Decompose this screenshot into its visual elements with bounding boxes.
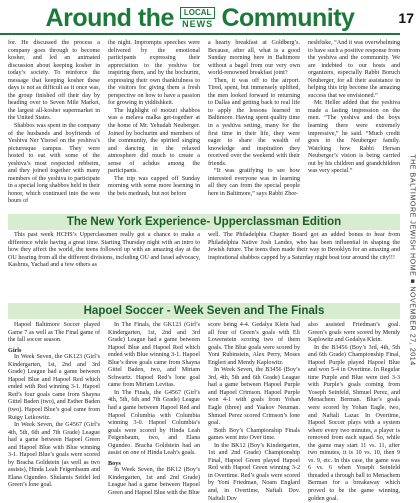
hapoel-soccer-article (8, 322, 400, 502)
article-column-4 (308, 322, 400, 502)
paragraph: Then, it was off to the airport. Tired, spent, but immensely uplifted, the men looked forward to returning to Dallas and getting back to real life to apply the lessons learned in Baltimore. Having spent quality time in a yeshiva setting, many for the first time in their life, they were eager to share the wealth of knowledge and inspiration they received over the weekend with their friends. (208, 77, 300, 167)
paragraph: “It was gratifying to see how interested everyone was in learning all they can from the special people here in Baltimore,” says Rabbi Zhor- (208, 168, 300, 197)
paragraph: Both Boy’s Championship Finals games went into Over time. (208, 427, 300, 442)
paragraph: neshfiske, “And it was overwhelming to have such a positive response from the yeshiva and the community. We are indebted to our hosts and organizers, especially Rabbi Boruch Neuberger, for all their assistance in helping this trip become the amazing success that we envisioned.” (308, 40, 400, 99)
paragraph: also assisted Friedman’s goal. Green’s goals were scored by Mendy Kaplowitz and Gedalya Klein. (308, 322, 400, 344)
headline: Hapoel Soccer - Week Seven and The Finals (83, 305, 325, 317)
paragraph: This past week HCHS’s Upperclassmen really got a chance to make a difference while having a great time. Starting Thursday night with an intro to how they affect the world, the teens followed up with an amazing day at the OU hearing from all the different divisions, including OU and Israel advocacy, Kashrus, Yachad and a few others as (8, 232, 200, 269)
article-column-1 (8, 322, 100, 489)
publication-info: THE BALTIMORE JEWISH HOME ■ NOVEMBER 27, 2014 (408, 154, 416, 366)
header-rule (0, 33, 400, 35)
headline-band-hapoel-soccer (8, 303, 400, 319)
paragraph: Mr. Heller added that the yeshiva made a lasting impression on the men. “The yeshiva and the boys learning there were extremely impressive,” he said. “Much credit goes to the Neuberger family. Watching how Rabbi Hersan Neuberger’s vision is being carried out by his children and grandchildren was very special.” (308, 100, 400, 175)
ny-experience-article (8, 232, 400, 300)
local-chip: LOCAL (180, 7, 216, 19)
paragraph: In the BK12 (Boy’s Kindergarten, 1st and 2nd Grade) Championship Final, Hapoel Green played Hapoel Red with Hapoel Green winning 3-2 in Overtime. Red’s goals were scored by Yoni Friedman, Noam Englard and, in Overtime, Naftali Dov. Naftali Dov (208, 442, 300, 502)
article-column-1 (8, 40, 100, 212)
local-news-logo (180, 7, 216, 29)
paragraph: In The Finals, the GK123 (Girl’s Kindergarten, 1st, 2nd and 3rd Grade) League had a game between Hapoel Blue and Hapoel Red which ended with Blue winning 3-1. Hapoel Blue’s three goals came from Shayna Gittel Baden, two, and Miriam Schwartz. Hapoel Red’s lone goal came from Miriam Levitas. (108, 322, 200, 389)
page-number: 17 (398, 10, 414, 26)
article-column-2 (108, 40, 200, 212)
page-header (0, 0, 420, 36)
paragraph: In Week Seven, the B3456 (Boy’s 3rd, 4th, 5th and 6th Grade) League had a game between Hapoel Purple and Hapoel Crimson. Hapoel Purple won 4-1 with goals from Yohan Eagle (three) and Yaakov Neuman. Shmuel Perez scored Crimson’s lone goal. (208, 367, 300, 427)
article-column-2 (208, 232, 400, 300)
publication-side-label (406, 40, 418, 480)
paragraph: well. The Philadelphia Chapter Board got an added bonus to hear from Philadelphia Native Josh Landes, who has been influential in shaping the Jewish future. The teens then made their way to Brooklyn for an amazing and inspirational shabbos capped by a Saturday night boat tour around the city!!! (208, 232, 400, 261)
subheading-girls: Girls (8, 346, 22, 354)
paragraph: In the B3456 (Boy’s 3rd, 4th, 5th and 6th Grade) Championship Final, Hapoel Purple played Hapoel Blue and won 5-4 in Overtime. In Regular time Purple and Blue were tied 3-3 with Purple’s goals coming from Yoseph Seinfeld, Shmuel Perez, and Menachem Berman. Blue’s goals were scored by Yohan Eagle, two, and Naftali Lazar. In Overtime, Hapoel Soccer plays with a system where every two minutes, a player is removed from each squad. So, while the game may start 11 vs. 11, after two minutes, it is 10 vs. 10, then 9 vs. 9, etc. In this case, the game was 6 vs. 6 when Yoseph Seinfeld threaded a through ball to Menachem Berman for a breakaway which proved to be the game winning, golden goal. (308, 344, 400, 502)
paragraph: In The Finals, the G4567 (Girl’s 4th, 5th, 6th and 7th Grade) League had a game between Hapoel Red and Hapoel Columbia with Columbia winning 3-0. Hapoel Columbia’s goals were scored by Hinda Leah Feigenbaum, two, and Elana Ogundeo. Bracha Goldstein had an assist on one of Hinda Leah’s goals. (108, 389, 200, 457)
article-column-1 (8, 232, 200, 300)
article-column-3 (208, 322, 300, 502)
paragraph: In Week Seven, the G4567 (Girl’s 4th, 5th, 6th and 7th Grade) League had a game between Hapoel Green and Hapoel Blue with Blue winning 3-1. Hapoel Blue’s goals were scored by Bracha Goldstein (as well as two assists), Hinda Leah Feigenbaum and Elana Ogundeo. Shulamis Seidel led Green’s lone goal. (8, 422, 100, 489)
paragraph: a hearty breakfast at Goldberg’s. Because, after all, what is a good Sunday morning here in Baltimore without a bagel from our very own world-renowned breakfast joint? (208, 40, 300, 77)
dallas-trip-article (8, 40, 400, 212)
article-column-3 (208, 40, 300, 212)
paragraph: the night. Impromptu speeches were delivered by the emotional participants expressing their appreciation to the yeshiva for inspiring them, and by the bochurim, expressing their own thankfulness to the visitors for giving them a fresh perspective on how to have a passion for growing in yiddishkeit. (108, 40, 200, 107)
news-label: NEWS (182, 19, 214, 29)
title-around-the: Around the (45, 3, 174, 32)
title-community: Community (221, 3, 355, 32)
paragraph: In Week Seven, the BK12 (Boy’s Kindergarten, 1st and 2nd Grade) League had a game between Hapoel Green and Hapoel Blue with the Blue (108, 467, 200, 497)
paragraph: Shabbos was spent in the company of the husbands and boyfriends of Yeshiva Ner Yisroel on the yeshiva’s picturesque campus. They were hosted to eat with some of the yeshiva’s most respected rebbeim, and they joined together with many members of the yeshiva to participate in a special long shabbos held in their honor, which continued into the wee hours of (8, 123, 100, 205)
paragraph: The highlight of motzei shabbos was a melava malka get-together at the home of Mr. Yehudah Neuberger. Joined by bochurim and members of the community, the spirited singing and dancing in the relaxed atmosphere did much to create a sense of achdus among the participants. (108, 107, 200, 175)
subheading-boys: Boys (108, 459, 121, 467)
section-title (0, 4, 400, 32)
paragraph: The trip was capped off Sunday morning with some more learning in the beis medrash, but not before (108, 175, 200, 197)
paragraph: for. He discussed the process a company goes through to become kosher, and led an animated discussion about keeping kosher in today’s society. To reinforce the message that keeping kosher these days is not as difficult as it once was, the group finished off their day by heading over to Seven Mile Market, the largest all-kosher supermarket in the United States. (8, 40, 100, 122)
paragraph: In Week Seven, the GK123 (Girl’s Kindergarten, 1st, 2nd and 3rd Grade) League had a game between Hapoel Blue and Hapoel Red which ended with Red winning 3-1. Hapoel Red’s four goals came from Shayna Gittel Baden (two), and Esther Baden (two). Hapoel Blue’s goal came from Ruigy Leikowitz. (8, 354, 100, 421)
article-column-4 (308, 40, 400, 212)
headline-band-ny-experience (8, 214, 400, 230)
headline: The New York Experience- Upperclassman Edition (66, 216, 342, 228)
article-column-2 (108, 322, 200, 497)
paragraph: Hapoel Baltimore Soccer played Game 7 as well as The Final game of the fall soccer season. (8, 322, 100, 344)
paragraph: score being 4-4. Gedalya Klein had all four of Green’s goals with Eli Lowenstein scoring two of them goals. The Blue goals were scored by Yoni Rubinstein, Alex Perry, Moses Englert and Mendy Kaplowitz. (208, 322, 300, 366)
